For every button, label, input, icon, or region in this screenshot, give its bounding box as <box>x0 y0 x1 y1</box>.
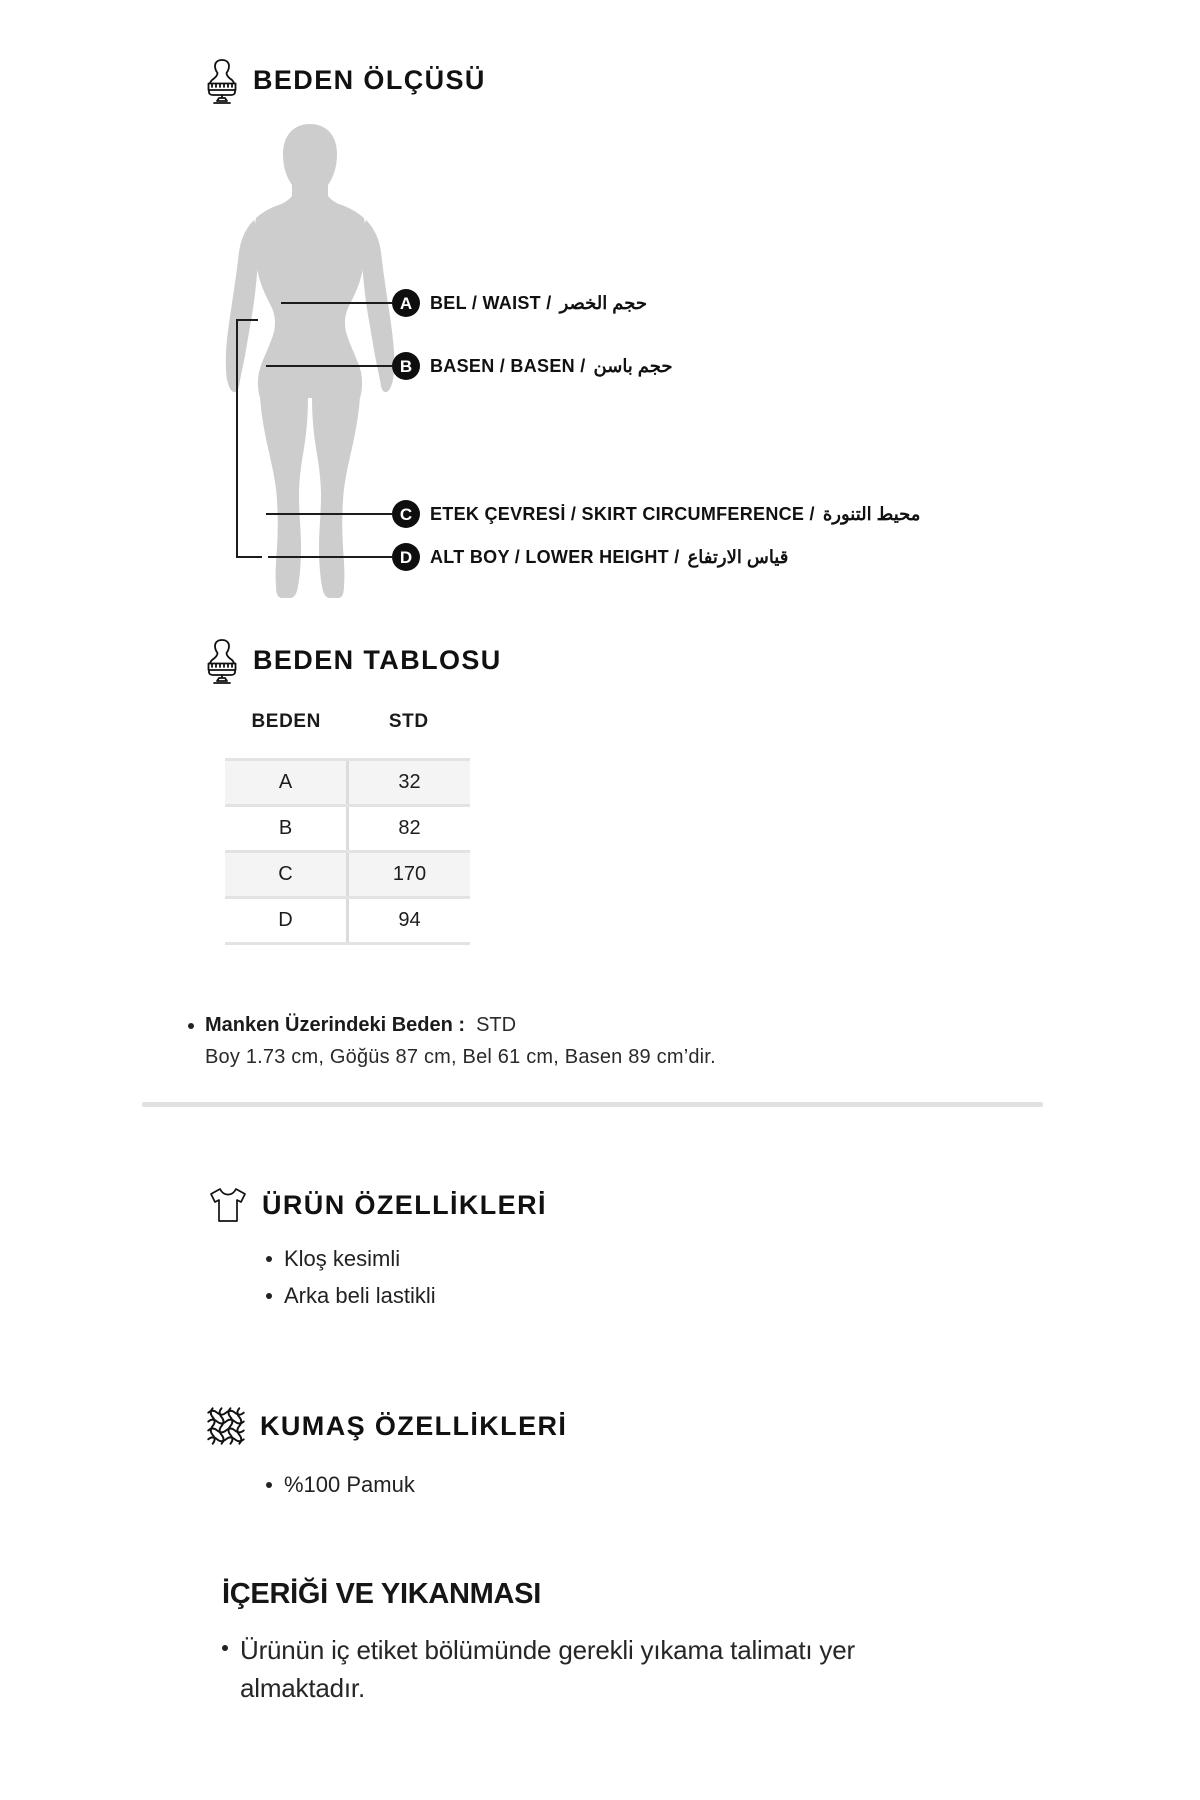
size-table-header <box>205 636 502 684</box>
label-lower-height <box>430 543 788 571</box>
bullet-dot <box>222 1645 228 1651</box>
table-row <box>225 850 470 896</box>
feature-text: Arka beli lastikli <box>284 1282 436 1308</box>
list-item <box>266 1468 415 1501</box>
care-title: İÇERİĞİ VE YIKANMASI <box>222 1578 541 1610</box>
table-row <box>225 761 470 804</box>
row-value: 82 <box>398 817 421 839</box>
marker-d-letter: D <box>399 548 413 567</box>
model-size-value: STD <box>476 1014 517 1036</box>
size-table-head-row <box>225 704 470 740</box>
row-key: A <box>225 761 349 804</box>
table-row <box>225 804 470 850</box>
label-waist-latin: BEL / WAIST / <box>430 292 552 313</box>
female-silhouette <box>226 124 394 598</box>
column-header: STD <box>388 711 429 732</box>
measure-markers <box>392 289 420 571</box>
label-lower-height-arabic: قياس الارتفاع <box>687 546 789 567</box>
size-guide-title: BEDEN ÖLÇÜSÜ <box>253 64 486 95</box>
label-hip-arabic: حجم باسن <box>593 355 673 376</box>
model-info <box>188 1014 716 1069</box>
model-size-line <box>188 1014 716 1037</box>
feature-text: %100 Pamuk <box>284 1471 415 1497</box>
row-key: D <box>225 899 349 942</box>
fabric-features-list <box>266 1468 415 1501</box>
model-measurements-text: Boy 1.73 cm, Göğüs 87 cm, Bel 61 cm, Basen 89 cm’dir. <box>205 1046 716 1068</box>
label-waist-arabic: حجم الخصر <box>559 292 647 313</box>
label-lower-height-latin: ALT BOY / LOWER HEIGHT / <box>430 546 680 567</box>
label-skirt-latin: ETEK ÇEVRESİ / SKIRT CIRCUMFERENCE / <box>430 503 815 524</box>
size-table <box>225 704 470 945</box>
row-value: 170 <box>392 863 427 885</box>
marker-c-letter: C <box>399 505 413 524</box>
bullet-dot <box>188 1023 194 1029</box>
feature-text: Kloş kesimli <box>284 1245 401 1271</box>
product-features-list <box>266 1242 436 1312</box>
row-key: B <box>225 807 349 850</box>
label-skirt <box>430 500 920 528</box>
label-skirt-arabic: محيط التنورة <box>822 503 921 524</box>
list-item <box>266 1242 436 1275</box>
column-header: BEDEN <box>251 711 321 732</box>
size-table-body <box>225 758 470 945</box>
model-size-label: Manken Üzerindeki Beden : <box>205 1014 466 1036</box>
dressform-measure-icon <box>205 636 239 684</box>
fabric-features-header <box>206 1404 567 1448</box>
row-value: 32 <box>398 771 421 793</box>
bullet-dot <box>266 1482 272 1488</box>
label-hip-latin: BASEN / BASEN / <box>430 355 586 376</box>
table-row <box>225 896 470 942</box>
tshirt-icon <box>208 1186 248 1224</box>
marker-b-letter: B <box>399 357 413 376</box>
label-waist <box>430 289 647 317</box>
row-value: 94 <box>398 909 421 931</box>
care-list-item <box>222 1631 982 1707</box>
fabric-features-title: KUMAŞ ÖZELLİKLERİ <box>260 1410 568 1441</box>
list-item <box>266 1279 436 1312</box>
size-table-title: BEDEN TABLOSU <box>253 644 502 675</box>
label-hip <box>430 352 673 380</box>
bullet-dot <box>266 1256 272 1262</box>
bullet-dot <box>266 1293 272 1299</box>
product-features-title: ÜRÜN ÖZELLİKLERİ <box>262 1189 547 1220</box>
marker-a-letter: A <box>399 294 413 313</box>
care-text: Ürünün iç etiket bölümünde gerekli yıkama talimatı yer almaktadır. <box>240 1635 855 1703</box>
fabric-weave-icon <box>206 1406 246 1446</box>
product-features-header <box>208 1183 547 1227</box>
section-divider <box>142 1102 1043 1107</box>
row-key: C <box>225 853 349 896</box>
